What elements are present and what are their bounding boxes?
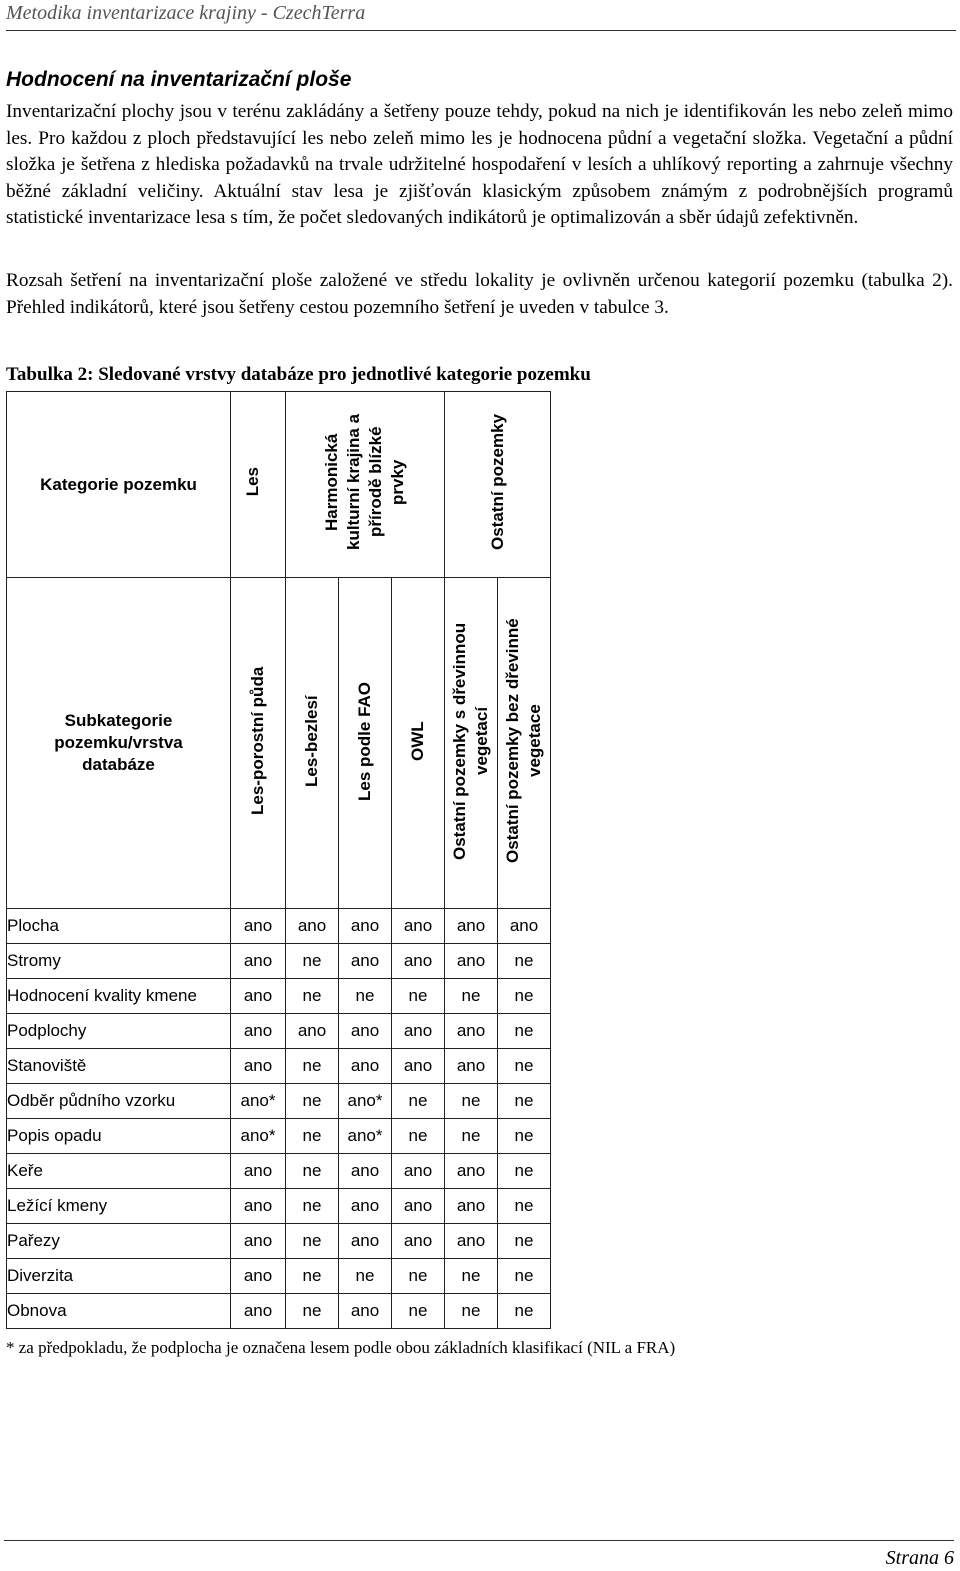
table-caption: Tabulka 2: Sledované vrstvy databáze pro jednotlivé kategorie pozemku [6,364,591,385]
header-category-label [7,392,231,578]
header-row-categories [7,392,551,578]
cell-value: ne [498,1224,551,1259]
cell-value: ne [286,944,339,979]
cell-value: ne [445,1119,498,1154]
cell-value: ne [445,1084,498,1119]
cell-value: ano [498,909,551,944]
cell-value: ne [498,1049,551,1084]
cell-value: ano [339,909,392,944]
cell-value: ne [286,1224,339,1259]
table-row [7,1119,551,1154]
cell-value: ne [498,1294,551,1329]
row-label: Stanoviště [7,1049,231,1084]
cell-value: ano [392,1224,445,1259]
row-label: Ležící kmeny [7,1189,231,1224]
cell-value: ano [231,1014,286,1049]
cell-value: ne [392,1259,445,1294]
header-sub-les-porostni [231,578,286,909]
cell-value: ano [231,1259,286,1294]
cell-value: ano* [339,1119,392,1154]
header-category-harmonicka [286,392,445,578]
cell-value: ne [498,1259,551,1294]
cell-value: ne [339,1259,392,1294]
header-category-harmonicka-text: Harmonická kulturní krajina a přírodě blízké prvky [322,413,407,551]
table-row [7,1049,551,1084]
cell-value: ano [445,1014,498,1049]
table-row [7,1294,551,1329]
table-body [7,909,551,1329]
header-sub-ostatni-s-text: Ostatní pozemky s dřevinnou vegetací [450,621,491,860]
running-header [6,0,956,31]
table-row [7,1224,551,1259]
header-sub-owl-text: OWL [408,720,427,761]
cell-value: ano [286,1014,339,1049]
cell-value: ano [339,1014,392,1049]
row-label: Pařezy [7,1224,231,1259]
cell-value: ano [231,944,286,979]
cell-value: ano* [339,1084,392,1119]
cell-value: ano [445,944,498,979]
header-row-subcategories [7,578,551,909]
table-row [7,1014,551,1049]
table-footnote: * za předpokladu, že podplocha je označena lesem podle obou základních klasifikací (NIL a FRA) [6,1338,676,1357]
header-category-les-text: Les [243,467,262,497]
row-label: Keře [7,1154,231,1189]
cell-value: ano [445,1189,498,1224]
cell-value: ne [445,979,498,1014]
cell-value: ne [392,1084,445,1119]
cell-value: ano [339,1189,392,1224]
cell-value: ne [498,1189,551,1224]
cell-value: ano [231,909,286,944]
cell-value: ano [339,1294,392,1329]
table-row [7,1154,551,1189]
cell-value: ano [339,1224,392,1259]
cell-value: ano [339,1154,392,1189]
cell-value: ano [231,1154,286,1189]
header-sub-les-porostni-text: Les-porostní půda [248,666,267,815]
section-title: Hodnocení na inventarizační ploše [6,68,352,91]
row-label: Obnova [7,1294,231,1329]
header-category-ostatni-text: Ostatní pozemky [487,413,507,551]
cell-value: ano [392,909,445,944]
header-category-label-text: Kategorie pozemku [40,474,197,494]
cell-value: ne [498,1154,551,1189]
cell-value: ano [231,1189,286,1224]
cell-value: ne [498,1014,551,1049]
running-header-title: Metodika inventarizace krajiny - CzechTerra [6,2,366,24]
cell-value: ne [339,979,392,1014]
cell-value: ne [392,1119,445,1154]
cell-value: ano [339,944,392,979]
header-sub-owl [392,578,445,909]
table-row [7,1189,551,1224]
cell-value: ano* [231,1084,286,1119]
paragraph-2: Rozsah šetření na inventarizační ploše založené ve středu lokality je ovlivněn určenou kategorií pozemku (tabulka 2). Přehled indikátorů, které jsou šetřeny cestou pozemního šetření je uveden v tabulce 3. [6,270,953,318]
cell-value: ne [286,979,339,1014]
cell-value: ano [445,1154,498,1189]
cell-value: ano [231,1049,286,1084]
row-label: Diverzita [7,1259,231,1294]
row-label: Hodnocení kvality kmene [7,979,231,1014]
header-subcategory-label-text: Subkategorie pozemku/vrstva databáze [54,711,183,774]
cell-value: ano* [231,1119,286,1154]
cell-value: ano [392,1154,445,1189]
table-row [7,909,551,944]
land-category-table [6,391,551,1329]
header-sub-les-fao-text: Les podle FAO [355,680,374,801]
header-subcategory-label [7,578,231,909]
cell-value: ne [392,979,445,1014]
table-row [7,979,551,1014]
header-category-les [231,392,286,578]
cell-value: ne [392,1294,445,1329]
table-row [7,1084,551,1119]
row-label: Odběr půdního vzorku [7,1084,231,1119]
row-label: Plocha [7,909,231,944]
row-label: Stromy [7,944,231,979]
header-category-ostatni [445,392,551,578]
table-row [7,1259,551,1294]
header-sub-les-bezlesi-text: Les-bezlesí [302,694,321,787]
cell-value: ano [445,1049,498,1084]
cell-value: ano [286,909,339,944]
cell-value: ne [286,1049,339,1084]
row-label: Popis opadu [7,1119,231,1154]
cell-value: ano [392,1049,445,1084]
cell-value: ne [445,1259,498,1294]
cell-value: ne [286,1119,339,1154]
paragraph-1: Inventarizační plochy jsou v terénu zakládány a šetřeny pouze tehdy, pokud na nich je identifikován les nebo zeleň mimo les. Pro každou z ploch představující les nebo zeleň mimo les je hodnocena půdní a vegetační složka. Vegetační a půdní složka je šetřena z hlediska požadavků na trvale udržitelné hospodaření v lesích a uhlíkový reporting a zahrnuje všechny běžné základní veličiny. Aktuální stav lesa je zjišťován klasickým způsobem známým z podrobnějších programů statistické inventarizace lesa s tím, že počet sledovaných indikátorů je optimalizován a sběr údajů zefektivněn. [6,101,953,229]
cell-value: ne [498,1084,551,1119]
cell-value: ne [286,1259,339,1294]
header-sub-les-bezlesi [286,578,339,909]
header-sub-ostatni-bez-text: Ostatní pozemky bez dřevinné vegetace [503,618,544,863]
cell-value: ne [286,1189,339,1224]
page-footer [4,1540,954,1571]
cell-value: ano [445,1224,498,1259]
row-label: Podplochy [7,1014,231,1049]
cell-value: ano [392,944,445,979]
cell-value: ano [339,1049,392,1084]
cell-value: ne [498,1119,551,1154]
cell-value: ano [231,979,286,1014]
cell-value: ne [498,979,551,1014]
cell-value: ne [286,1084,339,1119]
header-sub-ostatni-s [445,578,498,909]
cell-value: ano [231,1224,286,1259]
cell-value: ano [392,1189,445,1224]
cell-value: ne [286,1294,339,1329]
cell-value: ne [445,1294,498,1329]
cell-value: ano [392,1014,445,1049]
cell-value: ne [286,1154,339,1189]
page-number: Strana 6 [885,1547,954,1569]
header-sub-les-fao [339,578,392,909]
header-sub-ostatni-bez [498,578,551,909]
cell-value: ano [231,1294,286,1329]
cell-value: ne [498,944,551,979]
cell-value: ano [445,909,498,944]
table-row [7,944,551,979]
